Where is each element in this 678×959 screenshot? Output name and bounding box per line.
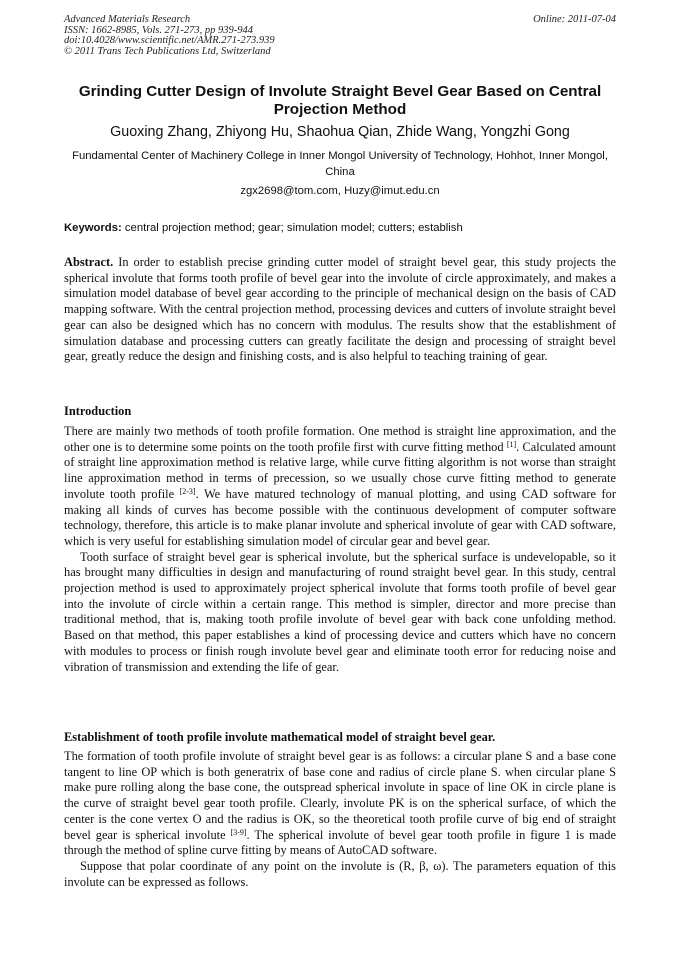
journal-issn: ISSN: 1662-8985, Vols. 271-273, pp 939-944	[64, 24, 253, 36]
citation-ref: [3-9]	[230, 827, 247, 837]
intro-p1-text-a: There are mainly two methods of tooth profile formation. One method is straight line approximation, and the other one is to determine some points on the tooth profile first with curve fitting method	[64, 424, 616, 454]
citation-ref: [2-3]	[179, 486, 196, 496]
section-establishment	[64, 749, 616, 890]
section-heading-introduction: Introduction	[64, 404, 132, 418]
paper-title: Grinding Cutter Design of Involute Straight Bevel Gear Based on Central Projection Method	[78, 83, 602, 118]
abstract	[64, 255, 616, 365]
intro-paragraph-2: Tooth surface of straight bevel gear is spherical involute, but the spherical surface is undevelopable, so it has brought many difficulties in design and manufacturing of round straight bevel gear. In this study, central projection method is used to approximately project spherical involute that forms tooth profile of bevel gear into the involute of circle within a certain range. This method is simpler, director and more precise than traditional method, that is, making tooth profile involute of bevel gear with back cone unfolding method. Based on that method, this paper establishes a kind of processing device and cutters which have no concern with modules to process or finish rough involute bevel gear and eliminate tooth error for reducing noise and vibration of transmission and extending the life of gear.	[64, 549, 616, 674]
keywords-label: Keywords:	[64, 222, 122, 234]
est-p1-text-b: . The spherical involute of bevel gear tooth profile in figure 1 is made through the method of spline curve fitting by means of AutoCAD software.	[64, 827, 616, 858]
citation-ref: [1]	[506, 439, 517, 449]
keywords-text: central projection method; gear; simulation model; cutters; establish	[124, 222, 463, 234]
abstract-text: In order to establish precise grinding cutter model of straight bevel gear, this study projects the spherical involute that forms tooth profile of bevel gear into the involute of circle approximately, and makes a simulation model database of bevel gear according to the principle of mechanical design on the basis of CAD mapping software. With the central projection method, processing devices and cutters of involute straight bevel gear can also be designed which has no concern with modulus. The results show that the establishment of simulation database and processing cutters can greatly facilitate the design and processing of straight bevel gear, greatly reduce the design and finishing costs, and is also helpful to teaching training of gear.	[64, 255, 616, 364]
online-date: Online: 2011-07-04	[533, 14, 616, 25]
journal-doi: doi:10.4028/www.scientific.net/AMR.271-273.939	[64, 35, 275, 46]
paper-affiliation: Fundamental Center of Machinery College in Inner Mongol University of Technology, Hohhot, Inner Mongol, China	[72, 150, 608, 178]
est-p1-text-a: The formation of tooth profile involute of straight bevel gear is as follows: a circular plane S and a base cone tangent to line OP which is both generatrix of base cone and radius of circle plane S. when circular plane S make pure rolling along the base cone, the outspread spherical involute in space of line OK in circle plane is the curve of straight bevel gear tooth profile. Clearly, involute PK is on the spherical surface, of which the center is the cone vertex O and the radius is OK, so the theoretical tooth profile curve of big end of straight bevel gear is spherical involute	[64, 749, 616, 842]
intro-p1-text-c: . We have matured technology of manual plotting, and using CAD software for making all kinds of curves has become possible with the continuous development of computer software technology, therefore, this article is to make planar involute and spherical involute of gear with CAD software, which is very useful for establishing simulation model of circular gear and bevel gear.	[64, 486, 616, 548]
paper-email: zgx2698@tom.com, Huzy@imut.edu.cn	[240, 185, 440, 197]
abstract-label: Abstract.	[64, 255, 114, 269]
journal-name: Advanced Materials Research	[64, 14, 191, 25]
section-introduction	[64, 424, 616, 675]
journal-copyright: © 2011 Trans Tech Publications Ltd, Switzerland	[64, 45, 271, 57]
keywords	[64, 221, 616, 236]
section-heading-establishment: Establishment of tooth profile involute mathematical model of straight bevel gear.	[64, 730, 496, 744]
intro-p1-text-b: . Calculated amount of straight line approximation method is relative large, while curve fitting algorithm is not worse than straight line approximation method in terms of precession, so we usually chose curve fitting method to generate involute tooth profile	[64, 439, 616, 501]
intro-paragraph-1	[64, 424, 616, 550]
est-paragraph-1	[64, 749, 616, 859]
journal-header	[64, 15, 616, 57]
est-paragraph-2: Suppose that polar coordinate of any point on the involute is (R, β, ω). The parameters equation of this involute can be expressed as follows.	[64, 858, 616, 889]
paper-authors: Guoxing Zhang, Zhiyong Hu, Shaohua Qian, Zhide Wang, Yongzhi Gong	[110, 124, 570, 140]
